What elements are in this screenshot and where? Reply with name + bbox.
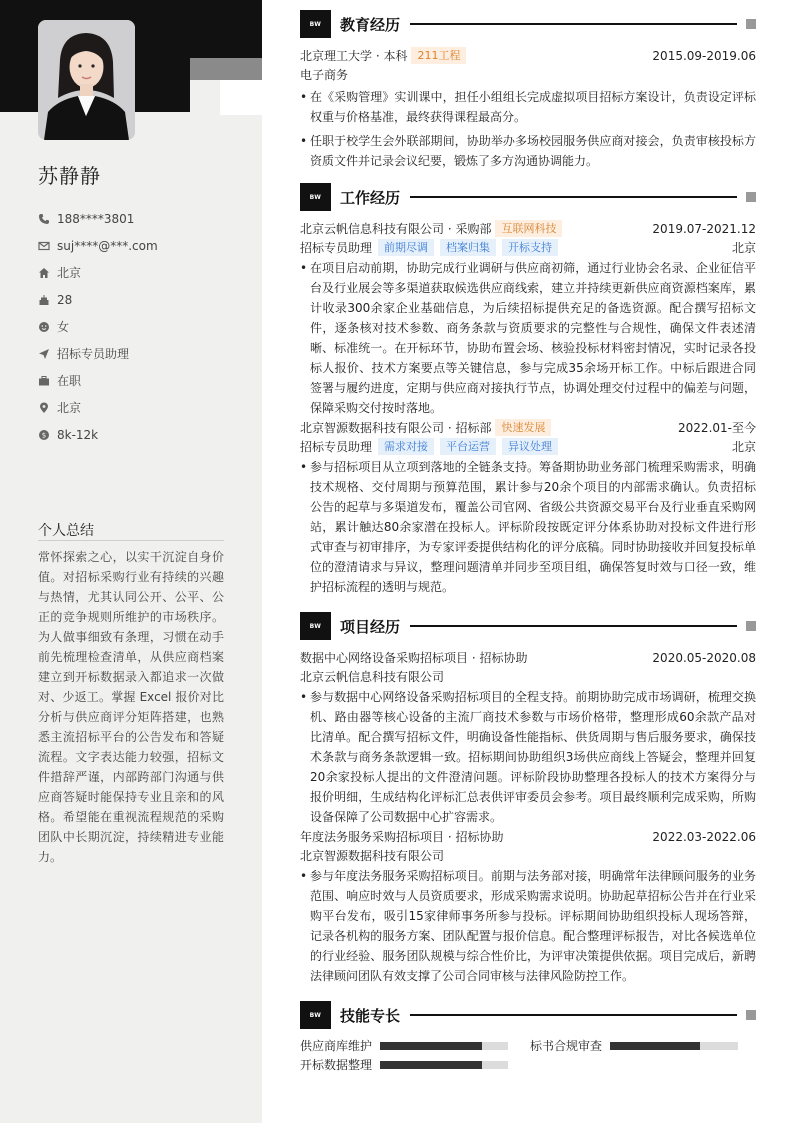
education-header-row <box>300 46 756 65</box>
info-residence <box>38 259 238 286</box>
decor-grey-bar <box>190 58 262 80</box>
skill-item <box>300 1036 508 1055</box>
gender-icon <box>38 321 50 333</box>
project-bullet: • 参与数据中心网络设备采购招标项目的全程支持。前期协助完成市场调研，梳理交换机、路由器等核心设备的主流厂商技术参数与市场价格带，整理形成60余款产品对比清单。配合撰写招标文件，明确设备性能指标、供货周期与售后服务要求，确保技术条款与商务条款逻辑一致。招标期间协助组织3场供应商线上答疑会，整理并回复20余家投标人提出的文件澄清问题。评标阶段协助整理各投标人的技术方案得分与报价明细，生成结构化评标汇总表供评审委员会参考。项目最终顺利完成采购，所购设备保障了公司数据中心扩容需求。 <box>300 687 756 827</box>
info-target-city <box>38 394 238 421</box>
summary-title: 个人总结 <box>38 523 94 539</box>
skill-bar <box>380 1042 508 1050</box>
education-tag: 211工程 <box>411 47 466 64</box>
skill-bar-fill <box>610 1042 700 1050</box>
home-icon <box>38 267 50 279</box>
candidate-name: 苏静静 <box>38 164 101 188</box>
project-header-row <box>300 648 756 667</box>
profile-photo <box>38 20 135 140</box>
work-role-row <box>300 437 756 456</box>
work-company: 北京云帆信息科技有限公司 · 采购部 <box>300 222 492 236</box>
work-skill-tag: 平台运营 <box>440 438 496 455</box>
section-header-work <box>300 183 756 211</box>
section-title-education: 教育经历 <box>340 15 401 34</box>
svg-text:$: $ <box>41 431 47 440</box>
project-bullet: • 参与年度法务服务采购招标项目。前期与法务部对接，明确常年法律顾问服务的业务范围、响应时效与人员资质要求，形成采购需求说明。协助起草招标公告并在行业采购平台发布，吸引15家律师事务所参与投标。评标期间协助组织投标人现场答辩，记录各机构的服务方案、团队配置与报价信息。配合整理评标报告，对比各候选单位的行业经验、服务团队规模与综合性价比，为评审决策提供依据。项目完成后，新聘法律顾问团队有效支撑了公司合同审核与法律风险防控工作。 <box>300 866 756 986</box>
education-major-row <box>300 65 756 84</box>
skill-item <box>530 1036 738 1055</box>
skill-bar <box>610 1042 738 1050</box>
decor-white-block <box>220 80 262 115</box>
section-badge: BW <box>300 183 331 211</box>
gender-text: 女 <box>57 320 70 334</box>
project-date: 2020.05-2020.08 <box>652 650 756 665</box>
work-skill-tag: 前期尽调 <box>378 239 434 256</box>
section-rule <box>410 196 737 198</box>
section-square <box>746 19 756 29</box>
info-phone <box>38 205 238 232</box>
section-badge: BW <box>300 612 331 640</box>
project-company-row <box>300 846 756 865</box>
summary-text: 常怀探索之心，以实干沉淀自身价值。对招标采购行业有持续的兴趣与热情，尤其认同公开、公平、公正的竞争规则所维护的市场秩序。为人做事细致有条理，习惯在动手前先梳理检查清单，从供应商档案建立到开标数据录入都追求一次做对、少返工。掌握 Excel 报价对比分析与供应商评分矩阵搭建，也熟悉主流招标平台的公告发布和答疑流程。文字表达能力较强，招标文件措辞严谨，内部跨部门沟通与供应商答疑时能保持专业且亲和的风格。希望能在重视流程规范的采购团队中长期沉淀，持续精进专业能力。 <box>38 550 224 864</box>
education-date: 2015.09-2019.06 <box>652 48 756 63</box>
info-email <box>38 232 238 259</box>
info-gender <box>38 313 238 340</box>
section-title-work: 工作经历 <box>340 188 401 207</box>
info-target-position <box>38 340 238 367</box>
residence-text: 北京 <box>57 266 82 280</box>
section-square <box>746 1010 756 1020</box>
section-header-education <box>300 10 756 38</box>
salary-text: 8k-12k <box>57 427 99 442</box>
work-date: 2022.01-至今 <box>678 421 756 435</box>
work-date: 2019.07-2021.12 <box>652 221 756 236</box>
summary-divider <box>38 540 224 541</box>
project-company-row <box>300 667 756 686</box>
section-badge: BW <box>300 10 331 38</box>
work-role: 招标专员助理 <box>300 241 373 255</box>
mail-icon <box>38 240 50 252</box>
email-text: suj****@***.com <box>57 238 158 253</box>
work-skill-tag: 需求对接 <box>378 438 434 455</box>
phone-icon <box>38 213 50 225</box>
salary-icon <box>38 429 50 441</box>
project-company: 北京云帆信息科技有限公司 <box>300 670 445 684</box>
skill-label: 供应商库维护 <box>300 1039 373 1053</box>
work-bullet: • 参与招标项目从立项到落地的全链条支持。筹备期协助业务部门梳理采购需求，明确技术规格、交付周期与预算范围，累计参与20余个项目的内部需求确认。负责招标公告的起草与多渠道发布，覆盖公司官网、省级公共资源交易平台及行业垂直采购网站，累计触达80余家潜在投标人。评标阶段按既定评分体系协助对投标文件进行形式审查与初审排序，为专家评委提供结构化的评分底稿。同时协助接收并回复投标单位的澄清请求与异议，整理问题清单并同步至项目组，确保答复时效与口径一致，维护招标流程的透明与规范。 <box>300 457 756 597</box>
section-title-skills: 技能专长 <box>340 1006 401 1025</box>
work-entry-1 <box>300 219 756 418</box>
briefcase-icon <box>38 375 50 387</box>
skill-bar <box>380 1061 508 1069</box>
work-header-row <box>300 418 756 437</box>
project-date: 2022.03-2022.06 <box>652 829 756 844</box>
project-company: 北京智源数据科技有限公司 <box>300 849 445 863</box>
skill-label: 标书合规审查 <box>530 1039 603 1053</box>
work-role-row <box>300 238 756 257</box>
phone-text: 188****3801 <box>57 211 135 226</box>
skill-item <box>300 1055 508 1074</box>
section-rule <box>410 23 737 25</box>
project-header-row <box>300 827 756 846</box>
work-entry-2 <box>300 418 756 597</box>
send-icon <box>38 348 50 360</box>
section-rule <box>410 625 737 627</box>
project-name: 数据中心网络设备采购招标项目 · 招标协助 <box>300 651 528 665</box>
work-city: 北京 <box>731 440 756 454</box>
work-city: 北京 <box>731 241 756 255</box>
education-bullet: • 任职于校学生会外联部期间，协助举办多场校园服务供应商对接会，负责审核投标方资质文件并记录会议纪要，锻炼了多方沟通协调能力。 <box>300 131 756 171</box>
location-icon <box>38 402 50 414</box>
project-entry-2 <box>300 827 756 986</box>
cake-icon <box>38 294 50 306</box>
work-company-tag: 快速发展 <box>495 419 551 436</box>
contact-info-list <box>38 205 238 448</box>
info-status <box>38 367 238 394</box>
education-bullet: • 在《采购管理》实训课中，担任小组组长完成虚拟项目招标方案设计，负责设定评标权重与价格基准，最终获得课程最高分。 <box>300 87 756 127</box>
work-skill-tag: 档案归集 <box>440 239 496 256</box>
work-company-tag: 互联网科技 <box>495 220 562 237</box>
skill-label: 开标数据整理 <box>300 1058 373 1072</box>
education-school: 北京理工大学 · 本科 <box>300 49 408 63</box>
education-major: 电子商务 <box>300 68 349 82</box>
education-entry <box>300 46 756 171</box>
info-age <box>38 286 238 313</box>
section-badge: BW <box>300 1001 331 1029</box>
skill-bar-fill <box>380 1042 482 1050</box>
section-title-project: 项目经历 <box>340 617 401 636</box>
section-header-project <box>300 612 756 640</box>
info-salary <box>38 421 238 448</box>
project-name: 年度法务服务采购招标项目 · 招标协助 <box>300 830 504 844</box>
section-header-skills <box>300 1001 756 1029</box>
target-city-text: 北京 <box>57 401 82 415</box>
section-rule <box>410 1014 737 1016</box>
age-text: 28 <box>57 292 73 307</box>
skill-bar-fill <box>380 1061 482 1069</box>
work-skill-tag: 开标支持 <box>502 239 558 256</box>
project-entry-1 <box>300 648 756 827</box>
status-text: 在职 <box>57 374 82 388</box>
work-header-row <box>300 219 756 238</box>
section-square <box>746 192 756 202</box>
work-role: 招标专员助理 <box>300 440 373 454</box>
work-bullet: • 在项目启动前期，协助完成行业调研与供应商初筛，通过行业协会名录、企业征信平台及行业展会等多渠道获取候选供应商线索，建立并持续更新供应商资源档案库，累计收录300余家企业基础信息，为后续招标提供充足的备选资源。配合撰写招标文件，逐条核对技术参数、商务条款与资质要求的完整性与合规性，确保文件表述清晰、标准统一。在开标环节，协助布置会场、核验投标材料密封情况，实时记录各投标人报价、技术方案要点等关键信息，参与完成35余场开标工作。中标后跟进合同签署与履约进度，定期与供应商对接执行节点，协调处理交付过程中的偏差与问题，保障采购交付按时落地。 <box>300 258 756 418</box>
target-position-text: 招标专员助理 <box>57 347 130 361</box>
section-square <box>746 621 756 631</box>
work-skill-tag: 异议处理 <box>502 438 558 455</box>
work-company: 北京智源数据科技有限公司 · 招标部 <box>300 421 492 435</box>
